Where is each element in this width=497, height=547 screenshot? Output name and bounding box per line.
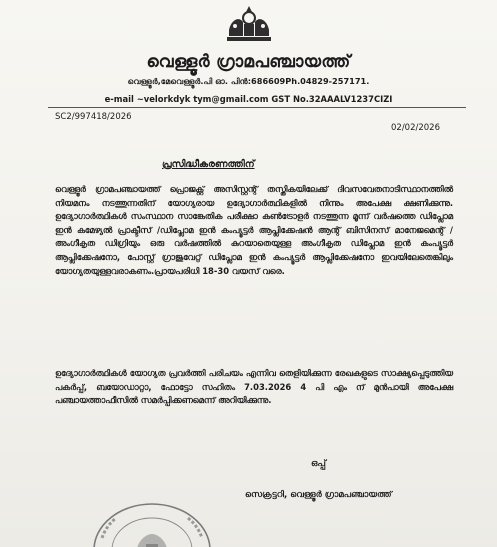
office-seal-icon xyxy=(86,486,218,547)
reference-number: SC2/997418/2026 xyxy=(55,112,132,122)
office-name: വെള്ളൂർ ഗ്രാമപഞ്ചായത്ത് xyxy=(146,52,351,72)
notice-paragraph-2: ഉദ്യോഗാർത്ഥികൾ യോഗ്യത പ്രവർത്തി പരിചയം എന്നിവ തെളിയിക്കുന്ന രേഖകളുടെ സാക്ഷ്യപ്പെടുത്തിയ പകർപ്പ്, ബയോഡാറ്റാ, ഫോട്ടോ സഹിതം 7.03.2026 4 പി എം ന് മുൻപായി അപേക്ഷ പഞ്ചായത്താഫീസിൽ സമർപ്പിക്കണമെന്ന് അറിയിക്കുന്നു. xyxy=(55,368,453,406)
office-address: വെള്ളൂർ,മേവെള്ളൂർ.പി ഓ. പിൻ:686609Ph.04829-257171. xyxy=(127,76,370,86)
notice-heading: പ്രസിദ്ധീകരണത്തിന് xyxy=(162,159,255,170)
state-emblem-icon xyxy=(221,2,277,46)
signature-mark: ഒപ്പ് xyxy=(311,459,326,469)
letterhead-divider xyxy=(48,107,466,108)
office-contact: e-mail ~velorkdyk tym@gmail.com GST No.32AAALV1237CIZI xyxy=(104,94,393,104)
signatory-title: സെക്രട്ടറി, വെള്ളൂർ ഗ്രാമപഞ്ചായത്ത് xyxy=(245,490,392,500)
notice-date: 02/02/2026 xyxy=(391,123,440,133)
notice-paragraph-1: വെള്ളൂർ ഗ്രാമപഞ്ചായത്ത് പ്രൊജക്റ്റ് അസിസ്റ്റന്റ് തസ്തികയിലേക്ക് ദിവസവേതനാടിസ്ഥാനത്തിൽ നിയമനം നടത്തുന്നതിന് യോഗ്യരായ ഉദ്യോഗാർത്ഥികളിൽ നിന്നും അപേക്ഷ ക്ഷണിക്കുന്നു. ഉദ്യോഗാർത്ഥികൾ സംസ്ഥാന സാങ്കേതിക പരീക്ഷാ കൺട്രോളർ നടത്തുന്ന മൂന്ന് വർഷത്തെ ഡിപ്ലോമ ഇൻ കമേഴ്യൽ പ്രാക്ടീസ് /ഡിപ്ലോമ ഇൻ കംപ്യൂട്ടർ ആപ്ലിക്കേഷൻ ആന്റ് ബിസിനസ് മാനേജമെന്റ് / അംഗീകൃത ഡിഗ്രിയും ഒരു വർഷത്തിൽ കുറയാതെയുള്ള അംഗീകൃത ഡിപ്ലോമ ഇൻ കംപ്യൂട്ടർ ആപ്ലിക്കേഷനോ, പോസ്റ്റ് ഗ്രാജുവേറ്റ് ഡിപ്ലോമ ഇൻ കംപ്യൂട്ടർ ആപ്ലിക്കേഷനോ ഇവയിലേതെങ്കിലും യോഗ്യതയുള്ളവരാകണം.പ്രായപരിധി 18-30 വയസ് വരെ. xyxy=(55,184,453,276)
